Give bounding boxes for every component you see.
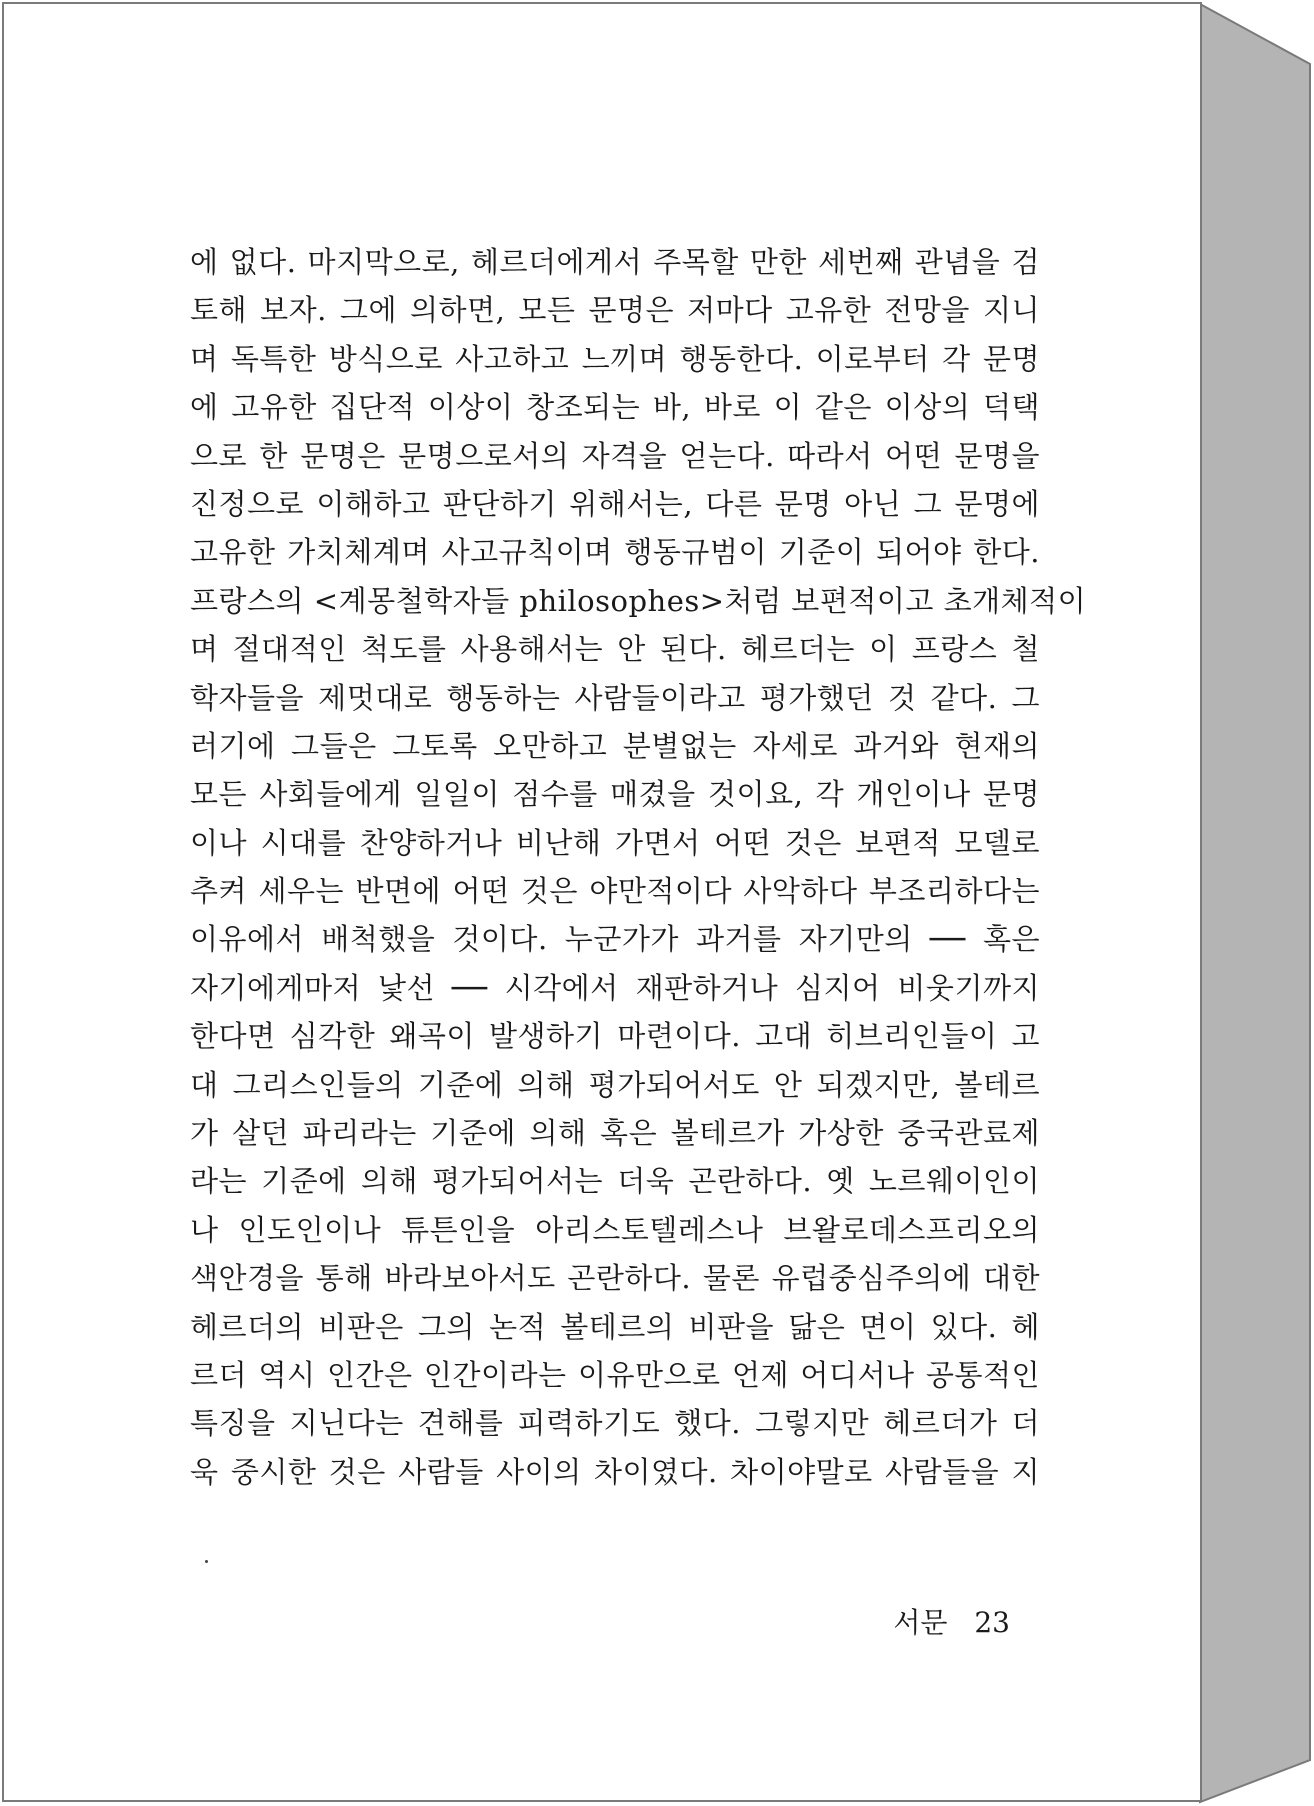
text-line: 욱 중시한 것은 사람들 사이의 차이였다. 차이야말로 사람들을 지	[190, 1454, 1040, 1489]
text-line: 가 살던 파리라는 기준에 의해 혹은 볼테르가 가상한 중국관료제	[190, 1116, 1040, 1151]
text-line: 으로 한 문명은 문명으로서의 자격을 얻는다. 따라서 어떤 문명을	[190, 438, 1040, 473]
text-line: 한다면 심각한 왜곡이 발생하기 마련이다. 고대 히브리인들이 고	[190, 1019, 1040, 1054]
text-line: 나 인도인이나 튜튼인을 아리스토텔레스나 브왈로데스프리오의	[190, 1212, 1040, 1247]
text-line: 대 그리스인들의 기준에 의해 평가되어서도 안 되겠지만, 볼테르	[190, 1067, 1040, 1102]
text-line: 프랑스의 <계몽철학자들 philosophes>처럼 보편적이고 초개체적이	[190, 583, 1087, 618]
page-footer	[893, 1601, 1010, 1641]
text-line: 추켜 세우는 반면에 어떤 것은 야만적이다 사악하다 부조리하다는	[190, 874, 1040, 909]
text-line: 색안경을 통해 바라보아서도 곤란하다. 물론 유럽중심주의에 대한	[190, 1261, 1040, 1296]
text-line: 진정으로 이해하고 판단하기 위해서는, 다른 문명 아닌 그 문명에	[190, 486, 1040, 521]
text-line: 이나 시대를 찬양하거나 비난해 가면서 어떤 것은 보편적 모델로	[190, 825, 1040, 860]
text-line: 며 독특한 방식으로 사고하고 느끼며 행동한다. 이로부터 각 문명	[190, 341, 1040, 376]
body-text	[190, 238, 1087, 1496]
text-line: 모든 사회들에게 일일이 점수를 매겼을 것이요, 각 개인이나 문명	[190, 777, 1040, 812]
text-line: 며 절대적인 척도를 사용해서는 안 된다. 헤르더는 이 프랑스 철	[190, 632, 1040, 667]
print-speck	[205, 1560, 208, 1563]
text-line: 르더 역시 인간은 인간이라는 이유만으로 언제 어디서나 공통적인	[190, 1357, 1040, 1392]
section-title: 서문	[893, 1606, 948, 1639]
text-line: 에 없다. 마지막으로, 헤르더에게서 주목할 만한 세번째 관념을 검	[190, 245, 1040, 279]
text-line: 라는 기준에 의해 평가되어서는 더욱 곤란하다. 옛 노르웨이인이	[190, 1164, 1040, 1199]
text-line: 토해 보자. 그에 의하면, 모든 문명은 저마다 고유한 전망을 지니	[190, 293, 1040, 328]
text-line: 특징을 지닌다는 견해를 피력하기도 했다. 그렇지만 헤르더가 더	[190, 1406, 1040, 1441]
page-number: 23	[974, 1606, 1010, 1639]
text-line: 헤르더의 비판은 그의 논적 볼테르의 비판을 닮은 면이 있다. 헤	[190, 1309, 1040, 1344]
text-line: 학자들을 제멋대로 행동하는 사람들이라고 평가했던 것 같다. 그	[190, 680, 1040, 715]
text-line: 에 고유한 집단적 이상이 창조되는 바, 바로 이 같은 이상의 덕택	[190, 390, 1040, 425]
text-line: 고유한 가치체계며 사고규칙이며 행동규범이 기준이 되어야 한다.	[190, 535, 1040, 570]
text-line: 러기에 그들은 그토록 오만하고 분별없는 자세로 과거와 현재의	[190, 728, 1040, 763]
text-line: 이유에서 배척했을 것이다. 누군가가 과거를 자기만의 ── 혹은	[190, 922, 1040, 957]
text-line: 자기에게마저 낯선 ── 시각에서 재판하거나 심지어 비웃기까지	[190, 970, 1040, 1005]
